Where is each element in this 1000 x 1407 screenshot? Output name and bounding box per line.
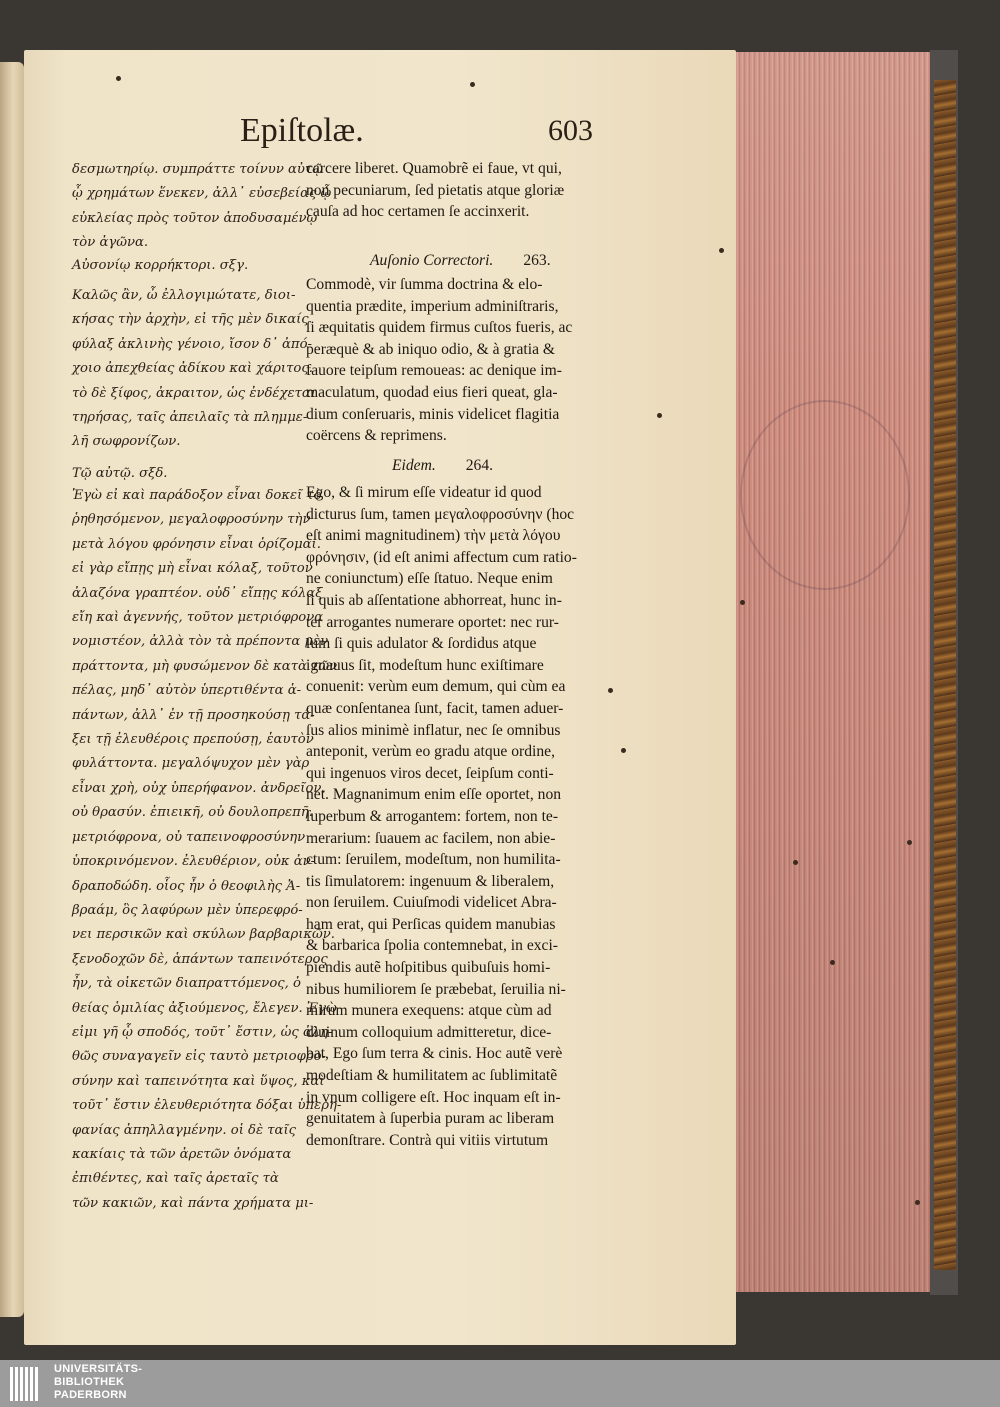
text-line: φυλάττοντα. μεγαλόψυχον μὲν γὰρ xyxy=(72,756,310,772)
text-line: coërcens & reprimens. xyxy=(306,427,447,445)
text-line: δραποδώδη. οἷος ἦν ὁ θεοφιλὴς Ἀ- xyxy=(72,878,301,894)
text-line: demonſtrare. Contrà qui vitiis virtutum xyxy=(306,1131,549,1149)
text-line: mirum munera exequens: atque cùm ad xyxy=(306,1002,552,1020)
wormhole xyxy=(740,600,745,605)
wormhole xyxy=(608,688,613,693)
text-line: τῶν κακιῶν, καὶ πάντα χρήματα μι- xyxy=(72,1195,314,1211)
text-line: φύλαξ ἀκλινὴς γένοιο, ἴσον δ᾽ ἀπό- xyxy=(72,336,312,352)
text-line: tis ſimulatorem: ingenuum & liberalem, xyxy=(306,872,555,890)
text-line: ſus alios minimè inflatur, nec ſe omnibus xyxy=(306,721,561,739)
logo-line: BIBLIOTHEK xyxy=(54,1376,125,1388)
marbled-cover xyxy=(934,80,956,1270)
text-line: τὸ δὲ ξίφος, ἀκραιτον, ὡς ἐνδέχεται xyxy=(72,385,316,401)
text-line: τοῦτ᾽ ἔστιν ἐλευθεριότητα δόξαι ὑπερη- xyxy=(72,1098,342,1114)
page-block-shade xyxy=(736,52,930,1292)
latin-letter1-title: Auſonio Correctori. xyxy=(370,252,494,269)
text-line: ſi quis ab aſſentatione abhorreat, hunc in- xyxy=(306,591,562,609)
greek-letter1-body xyxy=(72,284,316,455)
text-line: βραάμ, ὃς λαφύρων μὲν ὑπερεφρό- xyxy=(72,902,303,918)
text-line: anteponit, verùm eo gradu atque ordine, xyxy=(306,743,555,761)
text-line: merarium: ſuauem ac facilem, non abie- xyxy=(306,829,556,847)
logo-line: UNIVERSITÄTS- xyxy=(54,1363,143,1375)
text-line: εἰμι γῆ ᾧ σποδός, τοῦτ᾽ ἔστιν, ὡς ἀλη- xyxy=(72,1024,333,1040)
running-head: Epiſtolæ. xyxy=(240,112,364,149)
text-line: ſuperbum & arrogantem: fortem, non te- xyxy=(306,807,559,825)
text-line: μετριόφρονα, οὐ ταπεινοφροσύνην xyxy=(72,829,306,845)
text-line: maculatum, quodad eius fieri queat, gla- xyxy=(306,383,558,401)
text-line: λῆ σωφρονίζων. xyxy=(72,434,181,450)
greek-letter2-header: Τῷ αὐτῷ. σξδ. xyxy=(72,466,168,481)
text-line: εἴη καὶ ἀγεννής, τοῦτον μετριόφρονα xyxy=(72,610,324,626)
latin-letter2-number: 264. xyxy=(465,457,494,474)
text-line: ἐπιθέντες, καὶ ταῖς ἀρεταῖς τὰ xyxy=(72,1171,279,1187)
text-line: ξει τῇ ἐλευθέροις πρεπούσῃ, ἑαυτὸν xyxy=(72,732,314,748)
text-line: εἶναι χρὴ, οὐχ ὑπερήφανον. ἀνδρεῖον, xyxy=(72,780,326,796)
text-line: carcere liberet. Quamobrẽ ei faue, vt qui, xyxy=(306,160,562,177)
text-line: ignauus ſit, modeſtum hunc exiſtimare xyxy=(306,656,544,674)
text-line: εὐκλείας πρὸς τοῦτον ἀποδυσαμένῳ xyxy=(72,210,318,226)
text-line: κακίαις τὰ τῶν ἀρετῶν ὀνόματα xyxy=(72,1146,292,1162)
latin-letter1-header xyxy=(370,250,670,272)
wormhole xyxy=(719,248,724,253)
latin-letter1-number: 263. xyxy=(523,252,551,269)
text-line: πάντων, ἀλλ᾽ ἐν τῇ προσηκούσῃ τά- xyxy=(72,707,315,723)
text-line: θῶς συναγαγεῖν εἰς ταυτὸ μετριοφρο- xyxy=(72,1049,326,1065)
text-line: eſt animi magnitudinem) τὴν μετὰ λόγου xyxy=(306,527,561,545)
text-line: ἀλαζόνα γραπτέον. οὐδ᾽ εἴπῃς κόλαξ xyxy=(72,585,323,601)
page-number: 603 xyxy=(548,114,593,147)
latin-letter2-header xyxy=(392,455,692,477)
greek-letter2-body xyxy=(72,484,342,1216)
text-line: qui ingenuos viros decet, ſeipſum conti- xyxy=(306,764,554,782)
text-line: χοιο ἀπεχθείας ἀδίκου καὶ χάριτος. xyxy=(72,361,313,377)
wormhole xyxy=(793,860,798,865)
text-line: in vnum colligere eſt. Hoc inquam eſt in- xyxy=(306,1088,561,1106)
wormhole xyxy=(915,1200,920,1205)
text-line: εἰ γὰρ εἴπῃς μὴ εἶναι κόλαξ, τοῦτον xyxy=(72,561,313,577)
text-line: quæ conſentanea ſunt, facit, tamen aduer- xyxy=(306,699,564,717)
text-line: cauſa ad hoc certamen ſe accinxerit. xyxy=(306,203,530,221)
text-line: φρόνησιν, (id eſt animi affectum cum ratio- xyxy=(306,548,577,566)
text-line: non pecuniarum, ſed pietatis atque gloriæ xyxy=(306,181,565,199)
text-line: nibus humiliorem ſe præbebat, ſeruilia ni- xyxy=(306,980,566,998)
text-line: peræquè & ab iniquo odio, & à gratia & xyxy=(306,340,556,358)
latin-letter2-title: Eidem. xyxy=(392,457,436,474)
wormhole xyxy=(621,748,626,753)
latin-intro xyxy=(306,158,606,223)
text-line: net. Magnanimum enim eſſe oportet, non xyxy=(306,786,562,804)
text-line: ter arrogantes numerare oportet: nec rur- xyxy=(306,613,559,631)
text-line: piendis autẽ hoſpitibus quibuſuis homi- xyxy=(306,959,551,977)
text-line: Ego, & ſi mirum eſſe videatur id quod xyxy=(306,484,542,501)
text-line: τηρήσας, ταῖς ἀπειλαῖς τὰ πλημμε- xyxy=(72,410,308,426)
text-line: νομιστέον, ἀλλὰ τὸν τὰ πρέποντα μὲν xyxy=(72,634,329,650)
latin-letter1-body xyxy=(306,274,606,447)
text-line: πράττοντα, μὴ φυσώμενον δὲ κατὰ τῶν xyxy=(72,658,338,674)
text-line: ἦν, τὰ οἰκετῶν διαπραττόμενος, ὁ xyxy=(72,976,301,992)
text-line: conuenit: verùm eum demum, qui cùm ea xyxy=(306,678,566,696)
previous-page-edge xyxy=(0,62,24,1317)
text-line: δεσμωτηρίῳ. συμπράττε τοίνυν αὐτῷ xyxy=(72,162,323,177)
text-line: οὐ θρασύν. ἐπιεικῆ, οὐ δουλοπρεπῆ. xyxy=(72,805,313,821)
text-line: σύνην καὶ ταπεινότητα καὶ ὕψος, καὶ xyxy=(72,1073,325,1089)
text-line: ſi æquitatis quidem firmus cuſtos fueris, ac xyxy=(306,319,573,337)
text-line: ſum ſi quis adulator & ſordidus atque xyxy=(306,635,537,653)
latin-letter2-body xyxy=(306,482,606,1151)
text-line: πέλας, μηδ᾽ αὐτὸν ὑπερτιθέντα ἁ- xyxy=(72,683,302,699)
logo-line: PADERBORN xyxy=(54,1389,127,1401)
wormhole xyxy=(116,76,121,81)
wormhole xyxy=(830,960,835,965)
text-line: bat, Ego ſum terra & cinis. Hoc autẽ verè xyxy=(306,1045,563,1063)
ghost-stamp xyxy=(740,400,910,590)
library-logo-text xyxy=(54,1363,142,1402)
text-line: genuitatem à ſuperbia puram ac liberam xyxy=(306,1110,555,1128)
text-line: ὑποκρινόμενον. ἐλευθέριον, οὐκ ἀν- xyxy=(72,854,316,870)
wormhole xyxy=(470,82,475,87)
text-line: ῥηθησόμενον, μεγαλοφροσύνην τὴν xyxy=(72,512,311,528)
text-line: φανίας ἀπηλλαγμένην. οἱ δὲ ταῖς xyxy=(72,1122,297,1138)
library-footer xyxy=(0,1360,1000,1407)
text-line: νει περσικῶν καὶ σκύλων βαρβαρικῶν. xyxy=(72,927,335,943)
text-line: dium conſeruaris, minis videlicet flagitia xyxy=(306,405,560,423)
text-line: τὸν ἀγῶνα. xyxy=(72,235,149,251)
text-line: Ἐγὼ εἰ καὶ παράδοξον εἶναι δοκεῖ τὸ xyxy=(72,488,322,503)
library-logo-icon xyxy=(10,1367,42,1401)
text-line: ctum: ſeruilem, modeſtum, non humilita- xyxy=(306,851,561,869)
text-line: & barbarica ſpolia contemnebat, in exci- xyxy=(306,937,558,955)
greek-letter1-header: Αὐσονίῳ κορρήκτορι. σξγ. xyxy=(72,258,249,273)
text-line: κήσας τὴν ἀρχὴν, εἰ τῆς μὲν δικαίς xyxy=(72,312,309,328)
text-line: dicturus ſum, tamen μεγαλοφροσύνην (hoc xyxy=(306,505,575,523)
text-line: ne coniunctum) eſſe ſtatuo. Neque enim xyxy=(306,570,553,588)
wormhole xyxy=(907,840,912,845)
greek-intro xyxy=(72,158,332,256)
text-line: ᾧ χρημάτων ἕνεκεν, ἀλλ᾽ εὐσεβείας ᾧ xyxy=(72,186,332,202)
wormhole xyxy=(657,413,662,418)
text-line: Καλῶς ἂν, ὦ ἐλλογιμώτατε, διοι- xyxy=(72,288,296,303)
text-line: diuinum colloquium admitteretur, dice- xyxy=(306,1023,552,1041)
text-line: ham erat, qui Perſicas quidem manubias xyxy=(306,915,556,933)
text-line: non ſeruilem. Cuiuſmodi videlicet Abra- xyxy=(306,894,557,912)
text-line: quentia prædite, imperium adminiſtraris, xyxy=(306,297,559,315)
text-line: θείας ὁμιλίας ἀξιούμενος, ἔλεγεν. Ἐγὼ xyxy=(72,1000,337,1016)
text-line: Commodè, vir ſumma doctrina & elo- xyxy=(306,276,543,293)
text-line: modeſtiam & humilitatem ac ſublimitatẽ xyxy=(306,1067,558,1085)
text-line: fauore teipſum remoueas: ac denique im- xyxy=(306,362,562,380)
text-line: μετὰ λόγου φρόνησιν εἶναι ὁρίζομαι. xyxy=(72,536,321,552)
text-line: ξενοδοχῶν δὲ, ἁπάντων ταπεινότερος xyxy=(72,951,328,967)
